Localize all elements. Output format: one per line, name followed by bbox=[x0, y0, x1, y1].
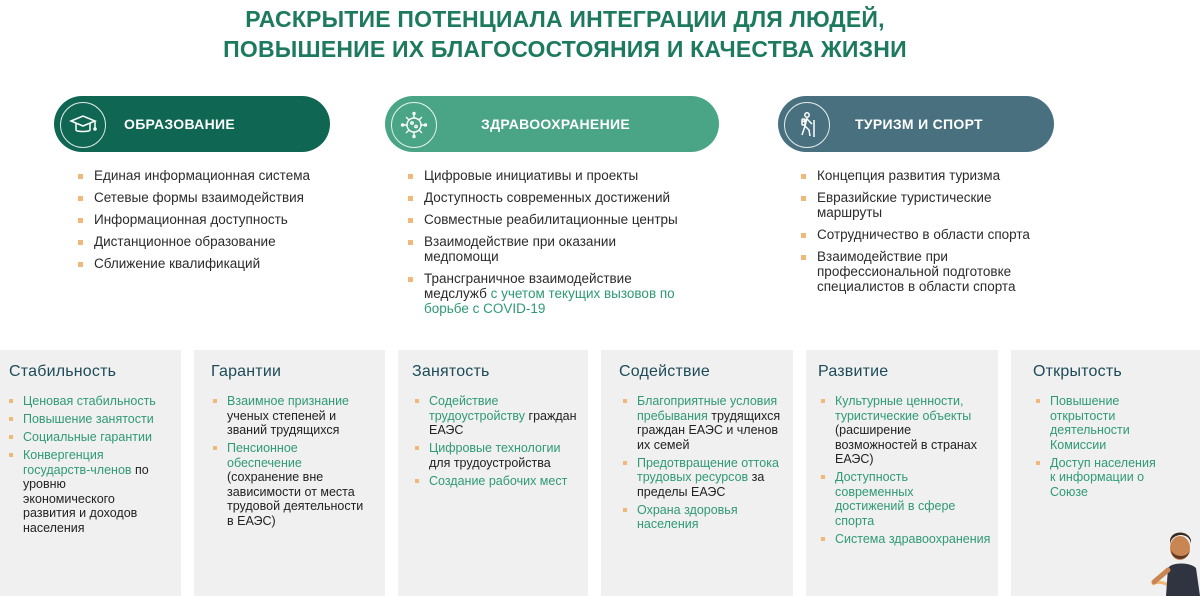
title-line-1: РАСКРЫТИЕ ПОТЕНЦИАЛА ИНТЕГРАЦИИ ДЛЯ ЛЮДЕЙ, bbox=[245, 6, 885, 32]
list-item bbox=[821, 470, 985, 528]
card-employment bbox=[398, 350, 588, 596]
card-list bbox=[213, 394, 373, 532]
list-item: Евразийские туристические маршруты bbox=[801, 190, 1027, 220]
card-title: Стабильность bbox=[9, 363, 117, 380]
list-item: Концепция развития туризма bbox=[801, 168, 1051, 183]
card-guarantees bbox=[194, 350, 385, 596]
list-item bbox=[408, 271, 694, 316]
category-label: ОБРАЗОВАНИЕ bbox=[124, 116, 235, 132]
card-list bbox=[821, 394, 993, 550]
list-item bbox=[213, 441, 373, 528]
card-list bbox=[9, 394, 159, 539]
list-item: Сближение квалификаций bbox=[78, 256, 318, 271]
item-highlight: Повышение открытости деятельности Комиссии bbox=[1050, 394, 1130, 452]
item-text: ученых степеней и званий трудящихся bbox=[227, 408, 340, 437]
list-item: Сотрудничество в области спорта bbox=[801, 227, 1051, 242]
title-line-2: ПОВЫШЕНИЕ ИХ БЛАГОСОСТОЯНИЯ И КАЧЕСТВА ЖИЗНИ bbox=[223, 36, 907, 62]
category-pill-tourism-sport bbox=[778, 96, 1054, 152]
item-text: за пределы ЕАЭС bbox=[637, 470, 765, 499]
card-title: Занятость bbox=[412, 363, 490, 380]
card-title: Развитие bbox=[818, 363, 889, 380]
item-text: (сохранение вне зависимости от места трудовой деятельности в ЕАЭС) bbox=[227, 470, 364, 528]
category-label: ТУРИЗМ И СПОРТ bbox=[855, 116, 983, 132]
card-title: Гарантии bbox=[211, 363, 282, 380]
list-item bbox=[213, 394, 373, 438]
list-item bbox=[9, 430, 159, 445]
list-item bbox=[821, 394, 983, 467]
graduation-cap-icon bbox=[60, 102, 106, 148]
list-item: Взаимодействие при профессиональной подготовке специалистов в области спорта bbox=[801, 249, 1057, 294]
list-item-highlight: с учетом текущих вызовов по борьбе с COVID-19 bbox=[424, 286, 675, 316]
list-item bbox=[415, 441, 580, 470]
tourism-sport-list bbox=[801, 168, 1051, 301]
list-item: Цифровые инициативы и проекты bbox=[408, 168, 698, 183]
list-item-text: Трансграничное взаимодействие медслужб bbox=[424, 271, 632, 301]
list-item bbox=[9, 394, 159, 409]
item-highlight: Создание рабочих мест bbox=[429, 473, 568, 488]
card-list bbox=[415, 394, 580, 492]
category-pill-healthcare bbox=[385, 96, 719, 152]
item-highlight: Содействие трудоустройству bbox=[429, 394, 526, 423]
list-item bbox=[9, 448, 159, 535]
item-highlight: Ценовая стабильность bbox=[23, 394, 156, 408]
list-item bbox=[1036, 394, 1156, 452]
list-item bbox=[415, 474, 580, 489]
hiker-icon bbox=[784, 102, 830, 148]
item-highlight: Повышение занятости bbox=[23, 412, 154, 426]
card-title: Открытость bbox=[1033, 363, 1122, 380]
list-item bbox=[623, 456, 783, 500]
item-text: для трудоустройства bbox=[429, 455, 551, 470]
item-highlight: Цифровые технологии bbox=[429, 441, 561, 455]
card-title: Содействие bbox=[619, 363, 710, 380]
item-highlight: Взаимное признание bbox=[227, 394, 350, 408]
item-highlight: Доступность современных достижений в сфере спорта bbox=[835, 470, 956, 528]
item-highlight: Охрана здоровья населения bbox=[637, 502, 738, 531]
list-item: Единая информационная система bbox=[78, 168, 318, 183]
list-item bbox=[821, 532, 993, 547]
list-item bbox=[1036, 456, 1156, 500]
item-highlight: Система здравоохранения bbox=[835, 531, 991, 546]
person-illustration-icon bbox=[1150, 528, 1200, 596]
list-item: Взаимодействие при оказании медпомощи bbox=[408, 234, 654, 264]
card-stability bbox=[0, 350, 181, 596]
card-assistance bbox=[601, 350, 793, 596]
item-text: трудящихся граждан ЕАЭС и членов их семей bbox=[637, 408, 781, 452]
list-item bbox=[623, 503, 783, 532]
item-highlight: Пенсионное обеспечение bbox=[227, 441, 302, 470]
category-pill-education bbox=[54, 96, 330, 152]
education-list bbox=[78, 168, 318, 278]
list-item: Доступность современных достижений bbox=[408, 190, 698, 205]
list-item bbox=[415, 394, 580, 438]
list-item: Совместные реабилитационные центры bbox=[408, 212, 698, 227]
list-item: Дистанционное образование bbox=[78, 234, 318, 249]
card-development bbox=[806, 350, 998, 596]
category-label: ЗДРАВООХРАНЕНИЕ bbox=[481, 116, 630, 132]
card-list bbox=[623, 394, 783, 535]
item-text: (расширение возможностей в странах ЕАЭС) bbox=[835, 423, 978, 466]
list-item: Информационная доступность bbox=[78, 212, 318, 227]
list-item bbox=[623, 394, 783, 452]
item-highlight: Социальные гарантии bbox=[23, 430, 152, 444]
item-highlight: Доступ населения к информации о Союзе bbox=[1050, 455, 1156, 499]
item-highlight: Благоприятные условия пребывания bbox=[637, 394, 778, 423]
item-text: граждан ЕАЭС bbox=[429, 408, 577, 437]
list-item: Сетевые формы взаимодействия bbox=[78, 190, 318, 205]
item-highlight: Предотвращение оттока трудовых ресурсов bbox=[637, 455, 779, 484]
page-title bbox=[0, 4, 1130, 64]
virus-icon bbox=[391, 102, 437, 148]
card-list bbox=[1036, 394, 1156, 503]
item-text: по уровню экономического развития и доходов населения bbox=[23, 462, 149, 535]
list-item bbox=[9, 412, 159, 427]
healthcare-list bbox=[408, 168, 698, 323]
item-highlight: Культурные ценности, туристические объекты bbox=[835, 394, 972, 423]
item-highlight: Конвергенция государств-членов bbox=[23, 448, 132, 477]
